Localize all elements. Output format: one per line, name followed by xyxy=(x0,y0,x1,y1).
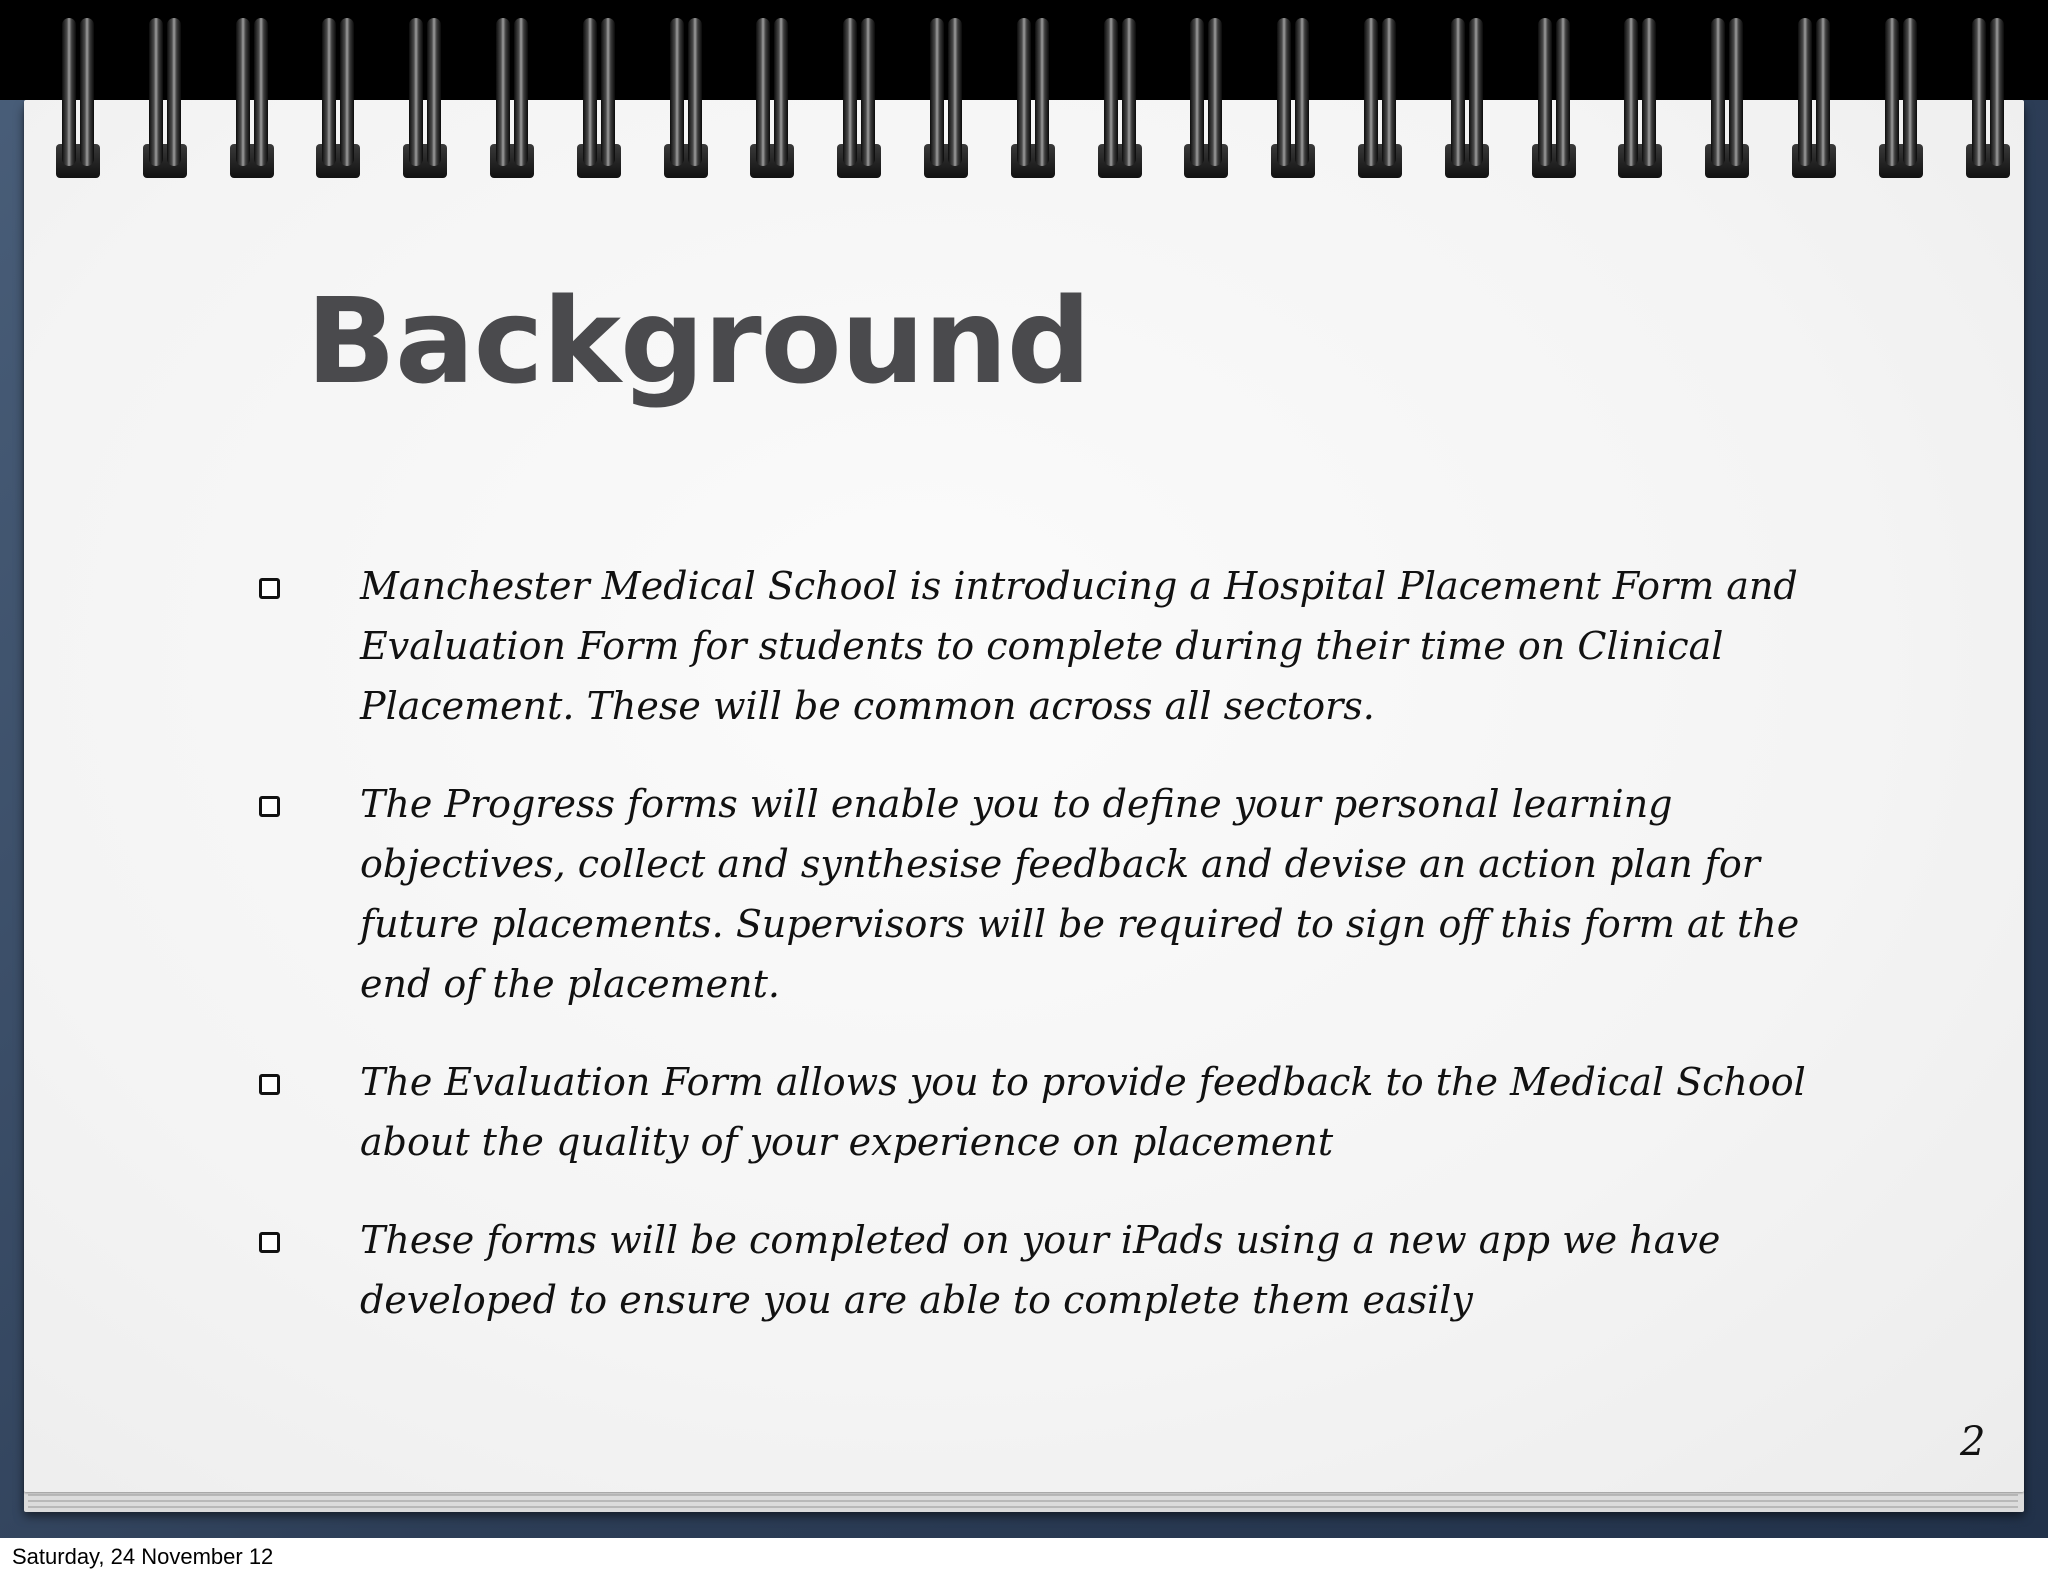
checkbox-icon xyxy=(259,578,280,599)
binding-wire xyxy=(670,18,684,166)
bullet-list xyxy=(256,556,1876,1368)
binding-wire xyxy=(1190,18,1204,166)
binding-wire xyxy=(236,18,250,166)
binding-wire xyxy=(496,18,510,166)
bullet-item xyxy=(256,774,1876,1014)
binding-wire xyxy=(756,18,770,166)
binding-wire xyxy=(514,18,528,166)
binding-wire xyxy=(322,18,336,166)
binding-ring xyxy=(1098,18,1142,180)
binding-wire xyxy=(1711,18,1725,166)
binding-ring xyxy=(924,18,968,180)
binding-wire xyxy=(583,18,597,166)
bullet-text: The Progress forms will enable you to define your personal learning objectives, collect and synthesise feedback and devise an action plan for future placements. Supervisors will be required to sign off this form at the end of the placement. xyxy=(360,782,1800,1006)
binding-wire xyxy=(774,18,788,166)
checkbox-icon xyxy=(259,1074,280,1095)
binding-wire xyxy=(1816,18,1830,166)
binding-ring xyxy=(837,18,881,180)
bullet-text: Manchester Medical School is introducing a Hospital Placement Form and Evaluation Form for students to complete during their time on Clinical Placement. These will be common across all sectors. xyxy=(360,564,1798,728)
binding-ring xyxy=(577,18,621,180)
binding-ring xyxy=(316,18,360,180)
binding-ring xyxy=(56,18,100,180)
binding-ring xyxy=(1792,18,1836,180)
page-edge xyxy=(28,1494,2018,1496)
bullet-item xyxy=(256,1210,1876,1330)
checkbox-icon xyxy=(259,796,280,817)
binding-wire xyxy=(1035,18,1049,166)
binding-wire xyxy=(1469,18,1483,166)
binding-wire xyxy=(861,18,875,166)
binding-wire xyxy=(1903,18,1917,166)
binding-wire xyxy=(409,18,423,166)
binding-wire xyxy=(930,18,944,166)
slide-title: Background xyxy=(306,272,1091,410)
footer xyxy=(0,1538,2048,1576)
binding-ring xyxy=(750,18,794,180)
binding-wire xyxy=(1295,18,1309,166)
binding-wire xyxy=(254,18,268,166)
binding-wire xyxy=(1729,18,1743,166)
binding-ring xyxy=(403,18,447,180)
binding-wire xyxy=(601,18,615,166)
binding-wire xyxy=(1364,18,1378,166)
binding-wire xyxy=(167,18,181,166)
binding-wire xyxy=(1624,18,1638,166)
binding-ring xyxy=(1618,18,1662,180)
bullet-item xyxy=(256,1052,1876,1172)
binding-ring xyxy=(1011,18,1055,180)
binding-wire xyxy=(1556,18,1570,166)
binding-ring xyxy=(1966,18,2010,180)
page-edge xyxy=(28,1500,2018,1502)
spiral-binding-icon xyxy=(0,0,2048,190)
bullet-text: The Evaluation Form allows you to provide feedback to the Medical School about the quality of your experience on placement xyxy=(360,1060,1806,1164)
binding-wire xyxy=(688,18,702,166)
binding-wire xyxy=(1382,18,1396,166)
page-number: 2 xyxy=(1960,1419,1986,1465)
binding-wire xyxy=(149,18,163,166)
binding-ring xyxy=(1271,18,1315,180)
binding-wire xyxy=(1122,18,1136,166)
binding-wire xyxy=(1208,18,1222,166)
page-edge xyxy=(28,1506,2018,1508)
binding-wire xyxy=(1538,18,1552,166)
binding-wire xyxy=(1104,18,1118,166)
footer-date: Saturday, 24 November 12 xyxy=(12,1544,274,1569)
binding-wire xyxy=(62,18,76,166)
binding-wire xyxy=(80,18,94,166)
binding-ring xyxy=(1532,18,1576,180)
binding-wire xyxy=(948,18,962,166)
binding-wire xyxy=(1451,18,1465,166)
binding-wire xyxy=(427,18,441,166)
binding-ring xyxy=(1879,18,1923,180)
bullet-text: These forms will be completed on your iPads using a new app we have developed to ensure you are able to complete them easily xyxy=(360,1218,1721,1322)
binding-wire xyxy=(1277,18,1291,166)
binding-wire xyxy=(340,18,354,166)
binding-ring xyxy=(143,18,187,180)
binding-wire xyxy=(1885,18,1899,166)
binding-wire xyxy=(1990,18,2004,166)
binding-ring xyxy=(1705,18,1749,180)
binding-ring xyxy=(664,18,708,180)
binding-wire xyxy=(1017,18,1031,166)
binding-wire xyxy=(1798,18,1812,166)
binding-wire xyxy=(843,18,857,166)
binding-ring xyxy=(230,18,274,180)
binding-ring xyxy=(1445,18,1489,180)
binding-ring xyxy=(490,18,534,180)
binding-ring xyxy=(1184,18,1228,180)
bullet-item xyxy=(256,556,1876,736)
binding-ring xyxy=(1358,18,1402,180)
binding-wire xyxy=(1972,18,1986,166)
checkbox-icon xyxy=(259,1232,280,1253)
binding-wire xyxy=(1642,18,1656,166)
